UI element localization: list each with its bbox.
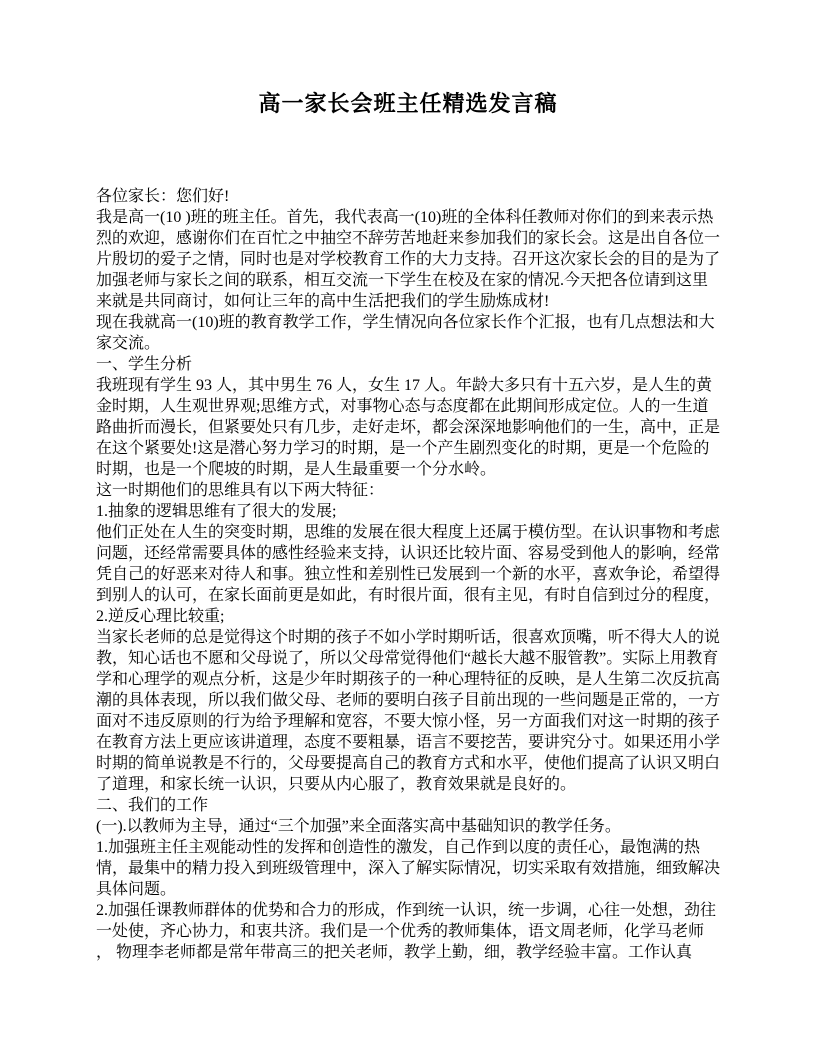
- paragraph-work-item-1: 1.加强班主任主观能动性的发挥和创造性的激发，自己作到以度的责任心，最饱满的热情，最集中的精力投入到班级管理中，深入了解实际情况，切实采取有效措施，细致解决具体问题。: [96, 839, 721, 898]
- section-heading-our-work: 二、我们的工作: [96, 797, 209, 814]
- paragraph-thinking-traits-lead: 这一时期他们的思维具有以下两大特征：: [96, 482, 385, 499]
- paragraph-trait-1-detail: 他们正处在人生的突变时期，思维的发展在很大程度上还属于模仿型。在认识事物和考虑问题，还经常需要具体的感性经验来支持，认识还比较片面、容易受到他人的影响，经常凭自己的好恶来对待人和事。独立性和差别性已发展到一个新的水平，喜欢争论，希望得到别人的认可，在家长面前更是如此，有时很片面，很有主见，有时自信到过分的程度，: [96, 524, 721, 604]
- document-body: [96, 186, 720, 963]
- paragraph-overview: 现在我就高一(10)班的教育教学工作，学生情况向各位家长作个汇报，也有几点想法和大家交流。: [96, 314, 715, 352]
- document-title: 高一家长会班主任精选发言稿: [258, 91, 558, 116]
- paragraph-subsection-one: (一).以教师为主导，通过“三个加强”来全面落实高中基础知识的教学任务。: [96, 818, 621, 835]
- list-item-trait-2: 2.逆反心理比较重;: [96, 608, 225, 625]
- paragraph-intro: 我是高一(10 )班的班主任。首先，我代表高一(10)班的全体科任教师对你们的到来表示热烈的欢迎，感谢你们在百忙之中抽空不辞劳苦地赶来参加我们的家长会。这是出自各位一片殷切的爱子之情，同时也是对学校教育工作的大力支持。召开这次家长会的目的是为了加强老师与家长之间的联系，相互交流一下学生在校及在家的情况.今天把各位请到这里来就是共同商讨，如何让三年的高中生活把我们的学生励炼成材!: [96, 209, 721, 310]
- paragraph-class-stats: 我班现有学生 93 人，其中男生 76 人，女生 17 人。年龄大多只有十五六岁，是人生的黄金时期，人生观世界观;思维方式，对事物心态与态度都在此期间形成定位。人的一生道路曲折而漫长，但紧要处只有几步，走好走坏，都会深深地影响他们的一生，高中，正是在这个紧要处!这是潜心努力学习的时期，是一个产生剧烈变化的时期，更是一个危险的时期，也是一个爬坡的时期，是人生最重要一个分水岭。: [96, 377, 721, 478]
- paragraph-greeting: 各位家长：您们好!: [96, 188, 230, 205]
- paragraph-work-item-2: 2.加强任课教师群体的优势和合力的形成，作到统一认识，统一步调，心往一处想，劲往一处使，齐心协力，和衷共济。我们是一个优秀的教师集体，语文周老师，化学马老师 ， 物理李老师都是常年带高三的把关老师，教学上勤，细，教学经验丰富。工作认真: [96, 902, 717, 961]
- paragraph-trait-2-detail: 当家长老师的总是觉得这个时期的孩子不如小学时期听话，很喜欢顶嘴，听不得大人的说教，知心话也不愿和父母说了，所以父母常觉得他们“越长大越不服管教”。实际上用教育学和心理学的观点分析，这是少年时期孩子的一种心理特征的反映，是人生第二次反抗高潮的具体表现，所以我们做父母、老师的要明白孩子目前出现的一些问题是正常的，一方面对不违反原则的行为给予理解和宽容，不要大惊小怪，另一方面我们对这一时期的孩子在教育方法上更应该讲道理，态度不要粗暴，语言不要挖苦，要讲究分寸。如果还用小学时期的简单说教是不行的，父母要提高自己的教育方式和水平，使他们提高了认识又明白了道理，和家长统一认识，只要从内心服了，教育效果就是良好的。: [96, 629, 721, 793]
- section-heading-student-analysis: 一、学生分析: [96, 356, 193, 373]
- list-item-trait-1: 1.抽象的逻辑思维有了很大的发展;: [96, 503, 337, 520]
